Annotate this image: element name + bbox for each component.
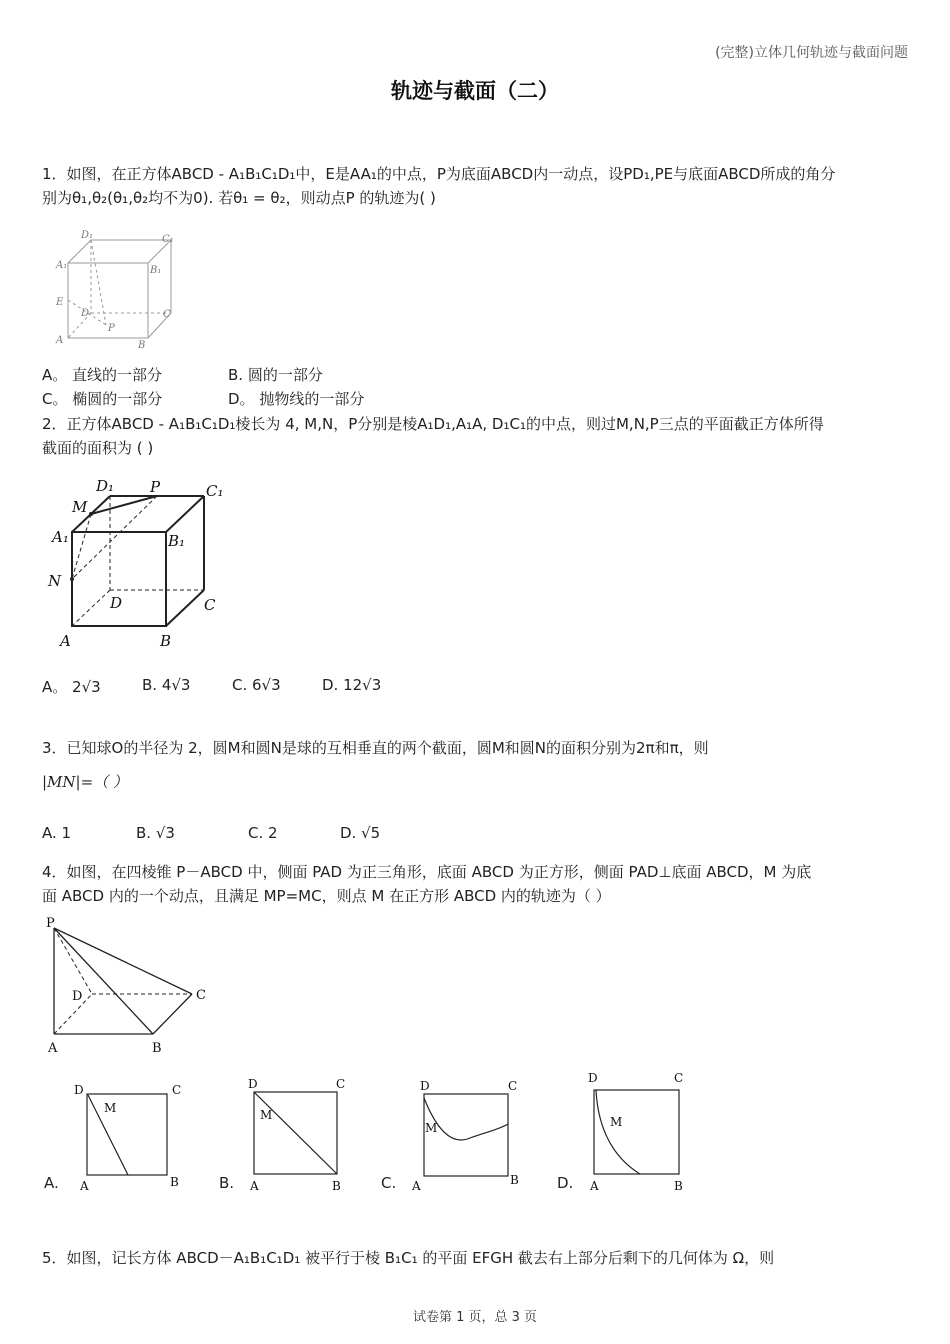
q4c-label-c: C <box>508 1079 518 1093</box>
q2-label-d1: D₁ <box>96 477 115 495</box>
q4-option-d-figure[interactable] <box>582 1066 698 1198</box>
q4b-label-c: C <box>336 1077 346 1091</box>
q4-text-line2: 面 ABCD 内的一个动点，且满足 MP=MC，则点 M 在正方形 ABCD 内的轨迹为（ ） <box>42 887 611 905</box>
q3-option-a[interactable]: A. 1 <box>42 824 72 842</box>
q4b-label-m: M <box>260 1108 273 1122</box>
q4-option-b[interactable]: B. <box>219 1174 235 1192</box>
q3-option-d[interactable]: D. √5 <box>340 824 381 842</box>
q4-option-c[interactable]: C. <box>381 1174 397 1192</box>
q1-label-p: P <box>108 323 115 334</box>
q2-option-b[interactable]: B. 4√3 <box>142 676 191 694</box>
q4b-label-a: A <box>250 1179 259 1193</box>
q1-option-c[interactable]: C。 椭圆的一部分 <box>42 390 163 408</box>
q2-label-m: M <box>72 498 88 516</box>
q4d-label-a: A <box>590 1179 599 1193</box>
q4-label-a: A <box>48 1041 58 1056</box>
q4c-label-a: A <box>412 1179 421 1193</box>
q3-option-c[interactable]: C. 2 <box>248 824 278 842</box>
q1-label-a1: A₁ <box>56 260 68 271</box>
q4-option-c-figure[interactable] <box>408 1072 532 1196</box>
q4d-label-b: B <box>674 1179 683 1193</box>
q4a-label-b: B <box>170 1175 179 1189</box>
q1-label-e: E <box>56 297 64 308</box>
q1-option-b[interactable]: B. 圆的一部分 <box>228 366 323 384</box>
q2-label-a1: A₁ <box>52 528 69 546</box>
q2-label-b1: B₁ <box>168 532 186 550</box>
q1-option-d[interactable]: D。 抛物线的一部分 <box>228 390 365 408</box>
q4a-label-a: A <box>80 1179 89 1193</box>
q1-label-d: D <box>81 308 90 319</box>
q1-label-b: B <box>138 340 146 351</box>
q4c-label-m: M <box>425 1121 438 1135</box>
q4-pyramid-figure <box>40 912 220 1058</box>
q3-option-b[interactable]: B. √3 <box>136 824 175 842</box>
q4-text-line1: 4．如图，在四棱锥 P－ABCD 中，侧面 PAD 为正三角形，底面 ABCD 为正方形，侧面 PAD⊥底面 ABCD，M 为底 <box>42 863 812 881</box>
q5-text-line1: 5．如图，记长方体 ABCD－A₁B₁C₁D₁ 被平行于棱 B₁C₁ 的平面 EFGH 截去右上部分后剩下的几何体为 Ω，则 <box>42 1249 775 1267</box>
q2-label-c: C <box>204 596 216 614</box>
q4-option-d[interactable]: D. <box>557 1174 574 1192</box>
q2-label-p: P <box>150 478 161 496</box>
q1-text-line2: 别为θ₁,θ₂(θ₁,θ₂均不为0). 若θ₁ = θ₂，则动点P 的轨迹为( ) <box>42 189 436 207</box>
q4-label-b: B <box>152 1041 162 1056</box>
q2-label-a: A <box>60 632 71 650</box>
q1-text-line1: 1．如图，在正方体ABCD - A₁B₁C₁D₁中，E是AA₁的中点，P为底面ABCD内一动点，设PD₁,PE与底面ABCD所成的角分 <box>42 165 836 183</box>
q4d-label-d: D <box>588 1071 598 1085</box>
q2-text-line2: 截面的面积为 ( ) <box>42 439 154 457</box>
q1-label-c1: C₁ <box>162 234 174 245</box>
q2-label-b: B <box>160 632 172 650</box>
q4d-label-m: M <box>610 1115 623 1129</box>
q2-cube-figure <box>40 476 240 652</box>
q4c-label-d: D <box>420 1079 430 1093</box>
q4b-label-d: D <box>248 1077 258 1091</box>
q4a-label-m: M <box>104 1101 117 1115</box>
q1-label-d1: D₁ <box>81 230 94 241</box>
q4-option-b-figure[interactable] <box>240 1072 360 1196</box>
q1-label-a: A <box>56 335 64 346</box>
q2-label-c1: C₁ <box>206 482 224 500</box>
q4-option-a[interactable]: A. <box>44 1174 59 1192</box>
page-footer: 试卷第 1 页，总 3 页 <box>412 1310 538 1325</box>
q4c-label-b: B <box>510 1173 519 1187</box>
q3-text-line1: 3．已知球O的半径为 2，圆M和圆N是球的互相垂直的两个截面，圆M和圆N的面积分别为2π和π，则 <box>42 739 709 757</box>
q4d-label-c: C <box>674 1071 684 1085</box>
q4a-label-c: C <box>172 1083 182 1097</box>
q1-label-b1: B₁ <box>150 265 162 276</box>
q4-label-c: C <box>196 988 206 1003</box>
q4-label-p: P <box>46 916 55 931</box>
q2-option-c[interactable]: C. 6√3 <box>232 676 281 694</box>
q4b-label-b: B <box>332 1179 341 1193</box>
q2-option-a[interactable]: A。 2√3 <box>42 678 101 696</box>
q4-option-a-figure[interactable] <box>68 1074 188 1194</box>
q2-label-n: N <box>48 572 62 590</box>
q1-label-c: C <box>163 309 171 320</box>
q3-text-line2: |MN|=（ ） <box>42 773 128 791</box>
q2-option-d[interactable]: D. 12√3 <box>322 676 382 694</box>
q4a-label-d: D <box>74 1083 84 1097</box>
q2-label-d: D <box>110 594 123 612</box>
q2-text-line1: 2．正方体ABCD - A₁B₁C₁D₁棱长为 4, M,N，P分别是棱A₁D₁,A₁A, D₁C₁的中点，则过M,N,P三点的平面截正方体所得 <box>42 415 824 433</box>
q1-cube-figure <box>48 228 188 353</box>
q1-option-a[interactable]: A。 直线的一部分 <box>42 366 163 384</box>
page-title: 轨迹与截面（二） <box>391 79 559 103</box>
page-header: (完整)立体几何轨迹与截面问题 <box>715 45 908 61</box>
q4-label-d: D <box>72 989 83 1004</box>
